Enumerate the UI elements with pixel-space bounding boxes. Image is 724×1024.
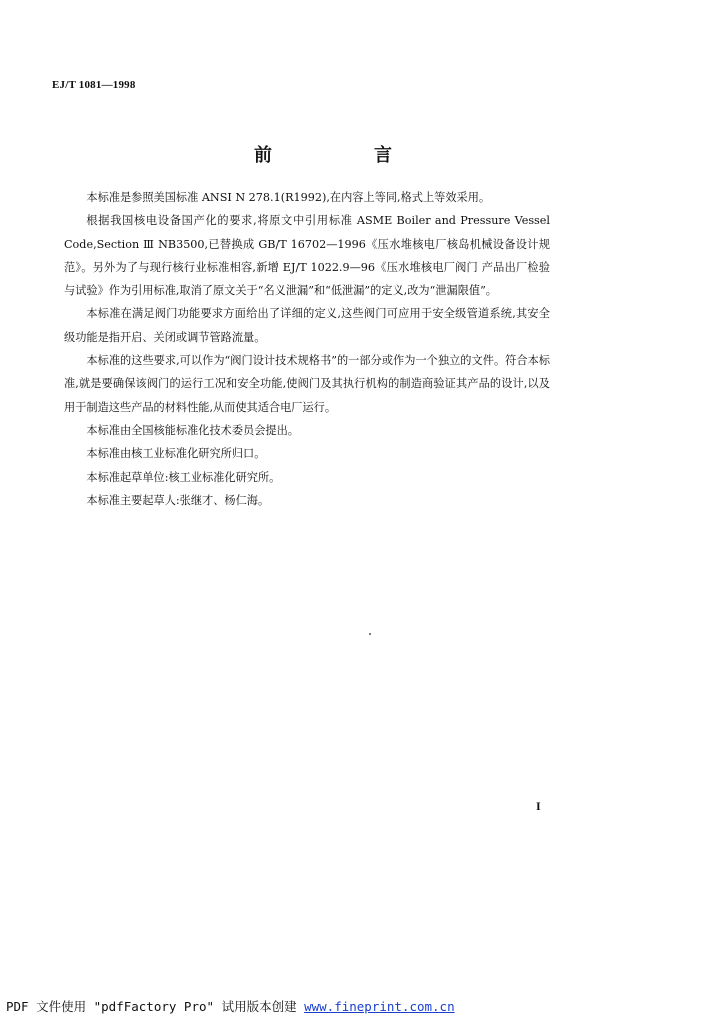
page-number: I [536,799,541,813]
document-code: EJ/T 1081—1998 [52,79,136,91]
paragraph: 本标准主要起草人:张继才、杨仁海。 [86,493,270,507]
paragraph: 本标准的这些要求,可以作为“阀门设计技术规格书”的一部分或作为一个独立的文件。符合本标准,就是要确保该阀门的运行工况和安全功能,使阀门及其执行机构的制造商验证其产品的设计,以及用于制造这些产品的材料性能,从而使其适合电厂运行。 [64,354,550,414]
paragraph: 本标准是参照美国标准 ANSI N 278.1(R1992),在内容上等同,格式上等效采用。 [86,191,491,204]
page-title: 前 言 [254,145,434,166]
scan-speck [369,633,371,635]
paragraph: 本标准在满足阀门功能要求方面给出了详细的定义,这些阀门可应用于安全级管道系统,其安全级功能是指开启、关闭或调节管路流量。 [64,307,550,344]
pdf-footer [6,997,455,1015]
paragraph: 根据我国核电设备国产化的要求,将原文中引用标准 ASME Boiler and Pressure Vessel Code,Section Ⅲ NB3500,已替换成 GB/T 16702—1996《压水堆核电厂核岛机械设备设计规范》。另外为了与现行核行业标准相容,新增 EJ/T 1022.9—96《压水堆核电厂阀门 产品出厂检验与试验》作为引用标准,取消了原文关于“名义泄漏”和“低泄漏”的定义,改为“泄漏限值”。 [64,214,550,298]
foreword-body [64,186,550,512]
footer-link[interactable]: www.fineprint.com.cn [304,999,455,1014]
footer-text: PDF 文件使用 "pdfFactory Pro" 试用版本创建 [6,999,305,1014]
paragraph: 本标准起草单位:核工业标准化研究所。 [86,470,281,484]
paragraph: 本标准由全国核能标准化技术委员会提出。 [86,423,299,437]
paragraph: 本标准由核工业标准化研究所归口。 [86,447,266,461]
